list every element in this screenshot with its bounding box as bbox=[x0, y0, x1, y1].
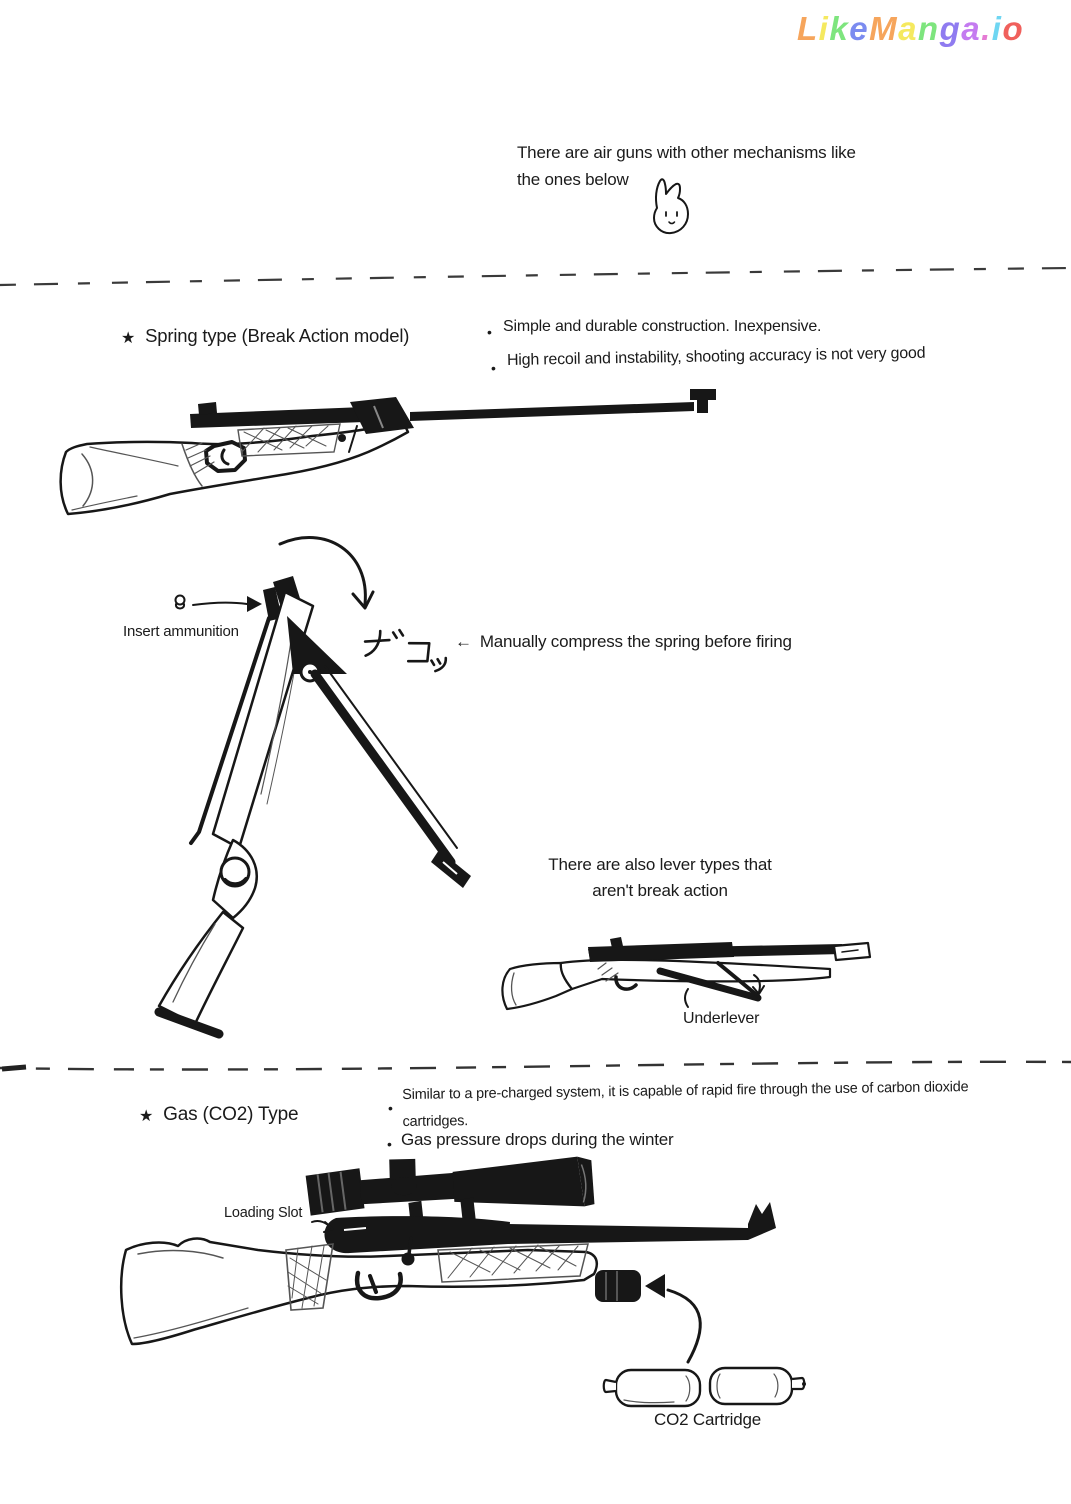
intro-line-1: There are air guns with other mechanisms like bbox=[517, 143, 856, 162]
lever-note-line-2: aren't break action bbox=[592, 881, 728, 900]
watermark-letters: LikeManga.io bbox=[797, 10, 1025, 47]
bullet-dot-icon: • bbox=[487, 324, 492, 340]
trigger-guard bbox=[206, 442, 245, 471]
rifle-barrel bbox=[410, 402, 694, 421]
lever-note-line-1: There are also lever types that bbox=[548, 855, 772, 874]
opened-barrel bbox=[315, 674, 451, 862]
compress-note: ← Manually compress the spring before firing bbox=[455, 632, 792, 651]
rifle-hinge-block bbox=[350, 397, 414, 434]
gas-bullet-2: Gas pressure drops during the winter bbox=[401, 1130, 674, 1149]
co2-cartridge-label: CO2 Cartridge bbox=[654, 1410, 761, 1429]
spring-section-heading: ★ Spring type (Break Action model) bbox=[121, 325, 410, 347]
bullet-dot-icon: • bbox=[388, 1100, 393, 1116]
gas-bullet-1: Similar to a pre-charged system, it is capable of rapid fire through the use of carbon dioxide cartridges. bbox=[402, 1079, 969, 1130]
bolt-handle bbox=[409, 1238, 411, 1254]
section-divider-top bbox=[0, 263, 1071, 293]
gas-section-heading: ★ Gas (CO2) Type bbox=[139, 1104, 299, 1125]
pellet-icon bbox=[176, 596, 185, 609]
cartridge-arrow-icon bbox=[645, 1274, 665, 1298]
spring-bullet-1: Simple and durable construction. Inexpensive. bbox=[503, 318, 822, 335]
sfx-gako bbox=[360, 625, 455, 682]
intro-line-2: the ones below bbox=[517, 170, 629, 189]
rifle-butt bbox=[159, 912, 243, 1024]
co2-rifle-illustration bbox=[108, 1158, 808, 1368]
rifle-barrel bbox=[508, 1224, 748, 1244]
front-sight bbox=[690, 389, 716, 400]
co2-cartridge-left bbox=[604, 1370, 700, 1406]
bullet-dot-icon: • bbox=[387, 1136, 392, 1152]
star-bullet-icon: ★ bbox=[121, 330, 136, 347]
insert-arrow-icon bbox=[193, 603, 247, 605]
star-bullet-icon: ★ bbox=[139, 1108, 154, 1125]
co2-cartridges-illustration bbox=[598, 1358, 810, 1418]
cat-doodle-icon bbox=[644, 176, 700, 240]
bullet-dot-icon: • bbox=[491, 360, 496, 376]
insert-ammunition-label: Insert ammunition bbox=[123, 623, 239, 640]
spring-rifle-illustration bbox=[52, 386, 728, 536]
spring-bullet-2: High recoil and instability, shooting accuracy is not very good bbox=[506, 344, 926, 369]
co2-cartridge-right bbox=[710, 1368, 806, 1404]
site-watermark bbox=[793, 0, 1068, 60]
left-arrow-icon: ← bbox=[455, 632, 472, 651]
front-sight bbox=[748, 1202, 776, 1240]
loading-slot-label: Loading Slot bbox=[224, 1205, 303, 1221]
rifle-stock bbox=[561, 960, 830, 989]
underlever-label: Underlever bbox=[683, 1010, 760, 1027]
break-open-rifle-illustration bbox=[135, 532, 485, 1042]
